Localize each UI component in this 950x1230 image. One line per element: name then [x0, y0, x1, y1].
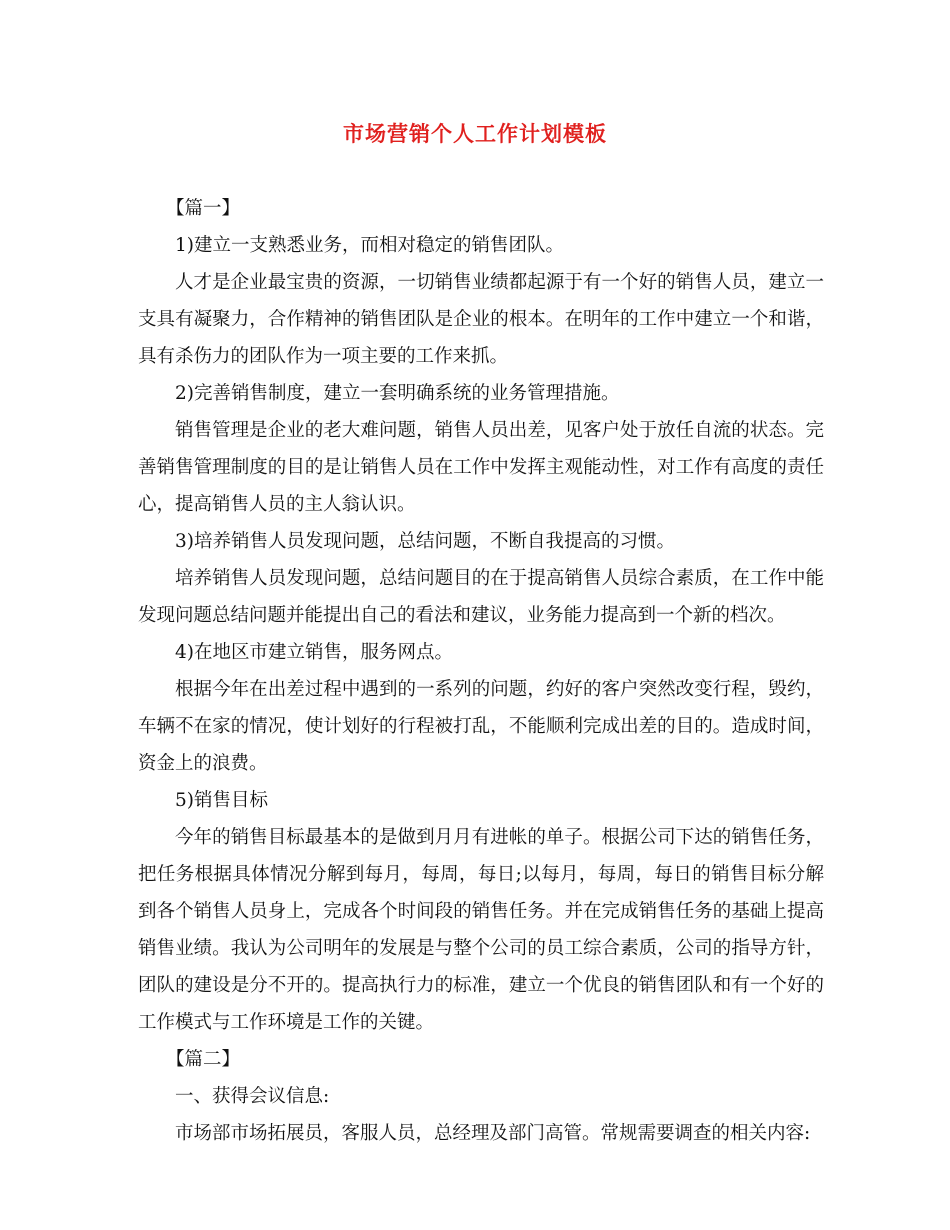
paragraph-2: 销售管理是企业的老大难问题，销售人员出差，见客户处于放任自流的状态。完善销售管理制度的目的是让销售人员在工作中发挥主观能动性，对工作有高度的责任心，提高销售人员的主人翁认识。 — [138, 420, 824, 515]
paragraph-1: 人才是企业最宝贵的资源，一切销售业绩都起源于有一个好的销售人员，建立一支具有凝聚力，合作精神的销售团队是企业的根本。在明年的工作中建立一个和谐，具有杀伤力的团队作为一项主要的工作来抓。 — [138, 272, 824, 367]
item-heading-3: 3)培养销售人员发现问题，总结问题，不断自我提高的习惯。 — [175, 531, 675, 552]
paragraph-3: 培养销售人员发现问题，总结问题目的在于提高销售人员综合素质，在工作中能发现问题总结问题并能提出自己的看法和建议，业务能力提高到一个新的档次。 — [138, 568, 824, 626]
section-heading-2: 【篇二】 — [166, 1049, 241, 1070]
item-heading-1: 1)建立一支熟悉业务，而相对稳定的销售团队。 — [175, 235, 564, 256]
paragraph-6: 市场部市场拓展员，客服人员，总经理及部门高管。常规需要调查的相关内容: — [175, 1123, 811, 1144]
paragraph-5: 今年的销售目标最基本的是做到月月有进帐的单子。根据公司下达的销售任务，把任务根据具体情况分解到每月，每周，每日;以每月，每周，每日的销售目标分解到各个销售人员身上，完成各个时间段的销售任务。并在完成销售任务的基础上提高销售业绩。我认为公司明年的发展是与整个公司的员工综合素质，公司的指导方针，团队的建设是分不开的。提高执行力的标准，建立一个优良的销售团队和有一个好的工作模式与工作环境是工作的关键。 — [138, 827, 824, 1033]
item-heading-6: 一、获得会议信息: — [175, 1086, 330, 1107]
document-title: 市场营销个人工作计划模板 — [343, 122, 607, 146]
document-body — [138, 190, 824, 1152]
section-heading-1: 【篇一】 — [166, 198, 241, 219]
item-heading-2: 2)完善销售制度，建立一套明确系统的业务管理措施。 — [175, 383, 620, 404]
item-heading-4: 4)在地区市建立销售，服务网点。 — [175, 642, 453, 663]
paragraph-4: 根据今年在出差过程中遇到的一系列的问题，约好的客户突然改变行程，毁约，车辆不在家的情况，使计划好的行程被打乱，不能顺利完成出差的目的。造成时间，资金上的浪费。 — [138, 679, 824, 774]
item-heading-5: 5)销售目标 — [175, 790, 268, 811]
